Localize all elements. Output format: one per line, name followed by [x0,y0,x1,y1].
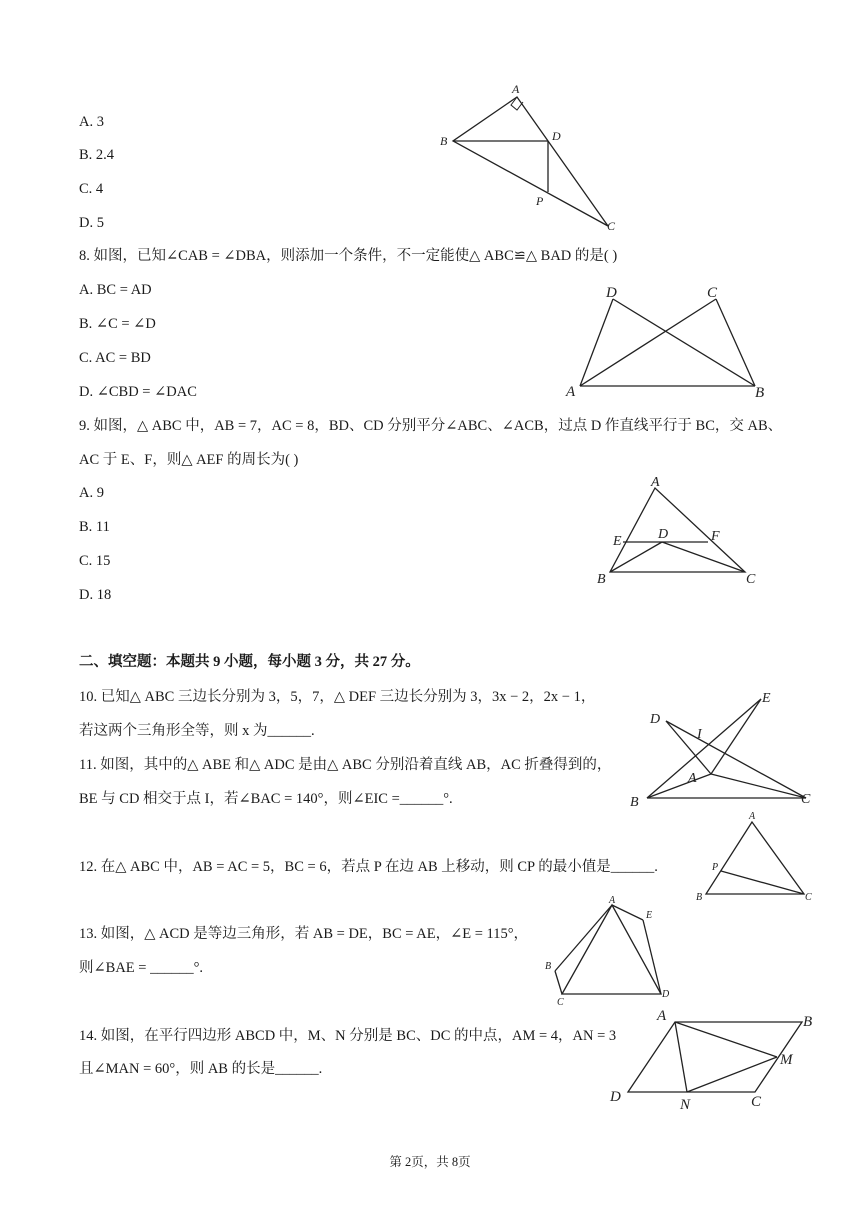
q11-segment-cd [666,721,806,798]
q14-segment-nm [687,1057,777,1092]
q7-option-c: C. 4 [79,181,104,197]
q9-segment-cd [662,542,745,572]
page-footer: 第 2页，共 8页 [389,1155,471,1169]
q9-figure [590,470,770,590]
q13-line2: 则∠BAE = ______°. [79,960,204,976]
q9-label-e: E [613,534,622,549]
q13-segment-ab [555,905,612,971]
q9-option-d: D. 18 [79,587,112,603]
q9-label-b: B [597,572,606,587]
q9-option-b: B. 11 [79,519,110,535]
q8-figure [560,280,780,405]
q8-label-d: D [606,285,617,301]
q13-label-c: C [557,997,564,1008]
q11-label-c: C [801,792,811,807]
q8-stem: 8. 如图，已知∠CAB = ∠DBA，则添加一个条件，不一定能使△ ABC≌△ BAD 的是( ) [79,248,618,264]
q11-segment-be [647,699,761,798]
q12-segment-cp [721,871,804,894]
q7-label-c: C [607,219,616,233]
q11-segment-ba [647,774,711,798]
q11-label-b: B [630,795,639,810]
q8-label-c: C [707,285,718,301]
q13-figure [540,893,690,1008]
q13-segment-ed [643,920,661,994]
q14-label-m: M [780,1052,793,1068]
q8-segment-bd [613,299,755,386]
q8-label-a: A [566,384,576,400]
q7-option-a: A. 3 [79,114,104,130]
q11-label-a: A [688,771,697,786]
q14-label-c: C [751,1094,762,1110]
q12-triangle [706,822,804,894]
q9-label-d: D [658,527,669,542]
q13-segment-bc [555,971,562,994]
q7-label-p: P [536,194,544,208]
q8-option-b: B. ∠C = ∠D [79,316,156,332]
q11-label-d: D [650,712,661,727]
q7-label-b: B [440,134,448,148]
section2-heading: 二、填空题：本题共 9 小题，每小题 3 分，共 27 分。 [79,654,420,670]
q11-line1: 11. 如图，其中的△ ABE 和△ ADC 是由△ ABC 分别沿着直线 AB，AC 折叠得到的， [79,757,612,773]
q11-line2: BE 与 CD 相交于点 I，若∠BAC = 140°，则∠EIC =______°. [79,791,453,807]
q14-label-d: D [610,1089,621,1105]
q12-label-a: A [749,811,756,822]
q7-option-b: B. 2.4 [79,147,115,163]
q8-label-b: B [755,385,765,401]
q8-option-a: A. BC = AD [79,282,152,298]
q8-option-d: D. ∠CBD = ∠DAC [79,384,197,400]
q13-label-e: E [646,910,653,921]
q7-figure [430,80,630,240]
q14-label-b: B [803,1014,813,1030]
q10-line1: 10. 已知△ ABC 三边长分别为 3，5，7，△ DEF 三边长分别为 3，3x − 2，2x − 1， [79,689,596,705]
q14-segment-am [675,1022,777,1057]
q7-label-a: A [512,82,520,96]
q9-stem-line2: AC 于 E、F，则△ AEF 的周长为( ) [79,452,299,468]
q7-triangle [453,97,608,226]
q9-label-c: C [746,572,756,587]
q9-triangle [610,488,745,572]
q8-segment-ac [580,299,716,386]
q9-stem-line1: 9. 如图，△ ABC 中，AB = 7，AC = 8，BD、CD 分别平分∠ABC、∠ACB，过点 D 作直线平行于 BC，交 AB、 [79,418,783,434]
q8-segment-ad [580,299,613,386]
q11-segment-ac [711,774,806,798]
q11-figure [625,685,820,810]
q13-line1: 13. 如图，△ ACD 是等边三角形，若 AB = DE，BC = AE，∠E = 115°， [79,926,529,942]
q9-label-a: A [651,475,660,490]
q12-figure [692,810,822,910]
q12-line1: 12. 在△ ABC 中，AB = AC = 5，BC = 6，若点 P 在边 AB 上移动，则 CP 的最小值是______. [79,859,658,875]
q11-label-e: E [762,691,771,706]
q14-label-a: A [657,1008,667,1024]
q14-label-n: N [680,1097,691,1113]
q9-option-c: C. 15 [79,553,111,569]
q8-option-c: C. AC = BD [79,350,151,366]
q9-label-f: F [711,529,720,544]
q13-label-b: B [545,961,552,972]
q10-line2: 若这两个三角形全等，则 x 为______. [79,723,315,739]
q14-line2: 且∠MAN = 60°，则 AB 的长是______. [79,1061,323,1077]
q9-option-a: A. 9 [79,485,104,501]
q12-label-b: B [696,892,703,903]
q13-label-d: D [662,989,670,1000]
q14-figure [605,1003,825,1113]
q12-label-c: C [805,892,812,903]
q14-segment-an [675,1022,687,1092]
q14-line1: 14. 如图，在平行四边形 ABCD 中，M、N 分别是 BC、DC 的中点，AM = 4，AN = 3 [79,1028,617,1044]
q7-option-d: D. 5 [79,215,104,231]
q8-segment-bc [716,299,755,386]
q11-label-i: I [697,727,702,742]
q7-label-d: D [552,129,561,143]
q13-label-a: A [609,895,616,906]
q12-label-p: P [712,862,719,873]
